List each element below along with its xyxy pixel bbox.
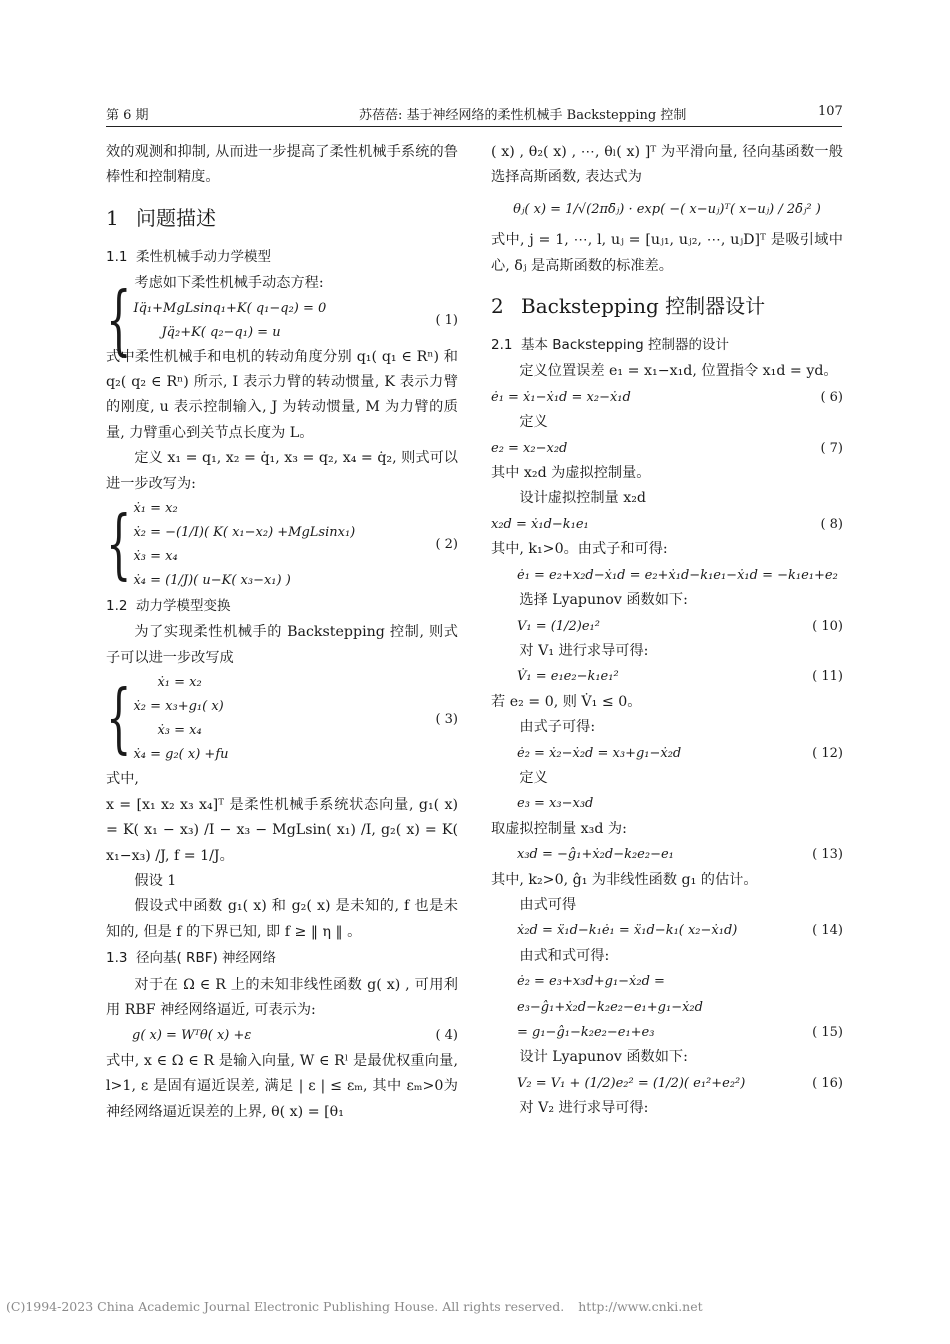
equation-number: ( 6) [820,389,843,405]
paragraph: 其中 x₂d 为虚拟控制量。 [491,465,651,482]
section-1-heading [106,203,458,233]
paragraph: 式中, j = 1, ⋯, l, uⱼ = [uⱼ₁, uⱼ₂, ⋯, uⱼD]ᵀ 是吸引域中心, δ̄ⱼ 是高斯函数的标准差。 [491,232,843,274]
equation-line: Iq̈₁+MgLsinq₁+K( q₁−q₂) = 0 [133,300,327,316]
paragraph: ( x) , θ₂( x) , ⋯, θₗ( x) ]ᵀ 为平滑向量, 径向基函数一般选择高斯函数, 表达式为 [491,144,843,186]
equation-8 [491,512,843,537]
header-issue: 第 6 期 [106,108,149,123]
paragraph: x = [x₁ x₂ x₃ x₄]ᵀ 是柔性机械手系统状态向量, g₁( x) = K( x₁ − x₃) /I − x₃ − MgLsin( x₁) /I, g₂( x) = K( x₁−x₃) /J, f = 1/J。 [106,796,458,864]
equation-line: ẋ₂ = x₃+g₁( x) [133,699,224,715]
paragraph: 定义 [519,769,548,786]
equation-16 [491,1071,843,1096]
equation-7 [491,436,843,461]
equation-number: ( 1) [435,312,458,328]
equation-line: Jq̈₂+K( q₂−q₁) = u [161,324,281,340]
section-1-number: 1 [106,205,119,230]
equation-line: ẋ₁ = x₂ [157,675,202,691]
equation-body: e₂ = x₂−x₂d [491,440,568,456]
equation-3: { ẋ₁ = x₂ ẋ₂ = x₃+g₁( x) ẋ₃ = x₄ ẋ₄ = g₂( x) +fu ( 3) [106,671,458,767]
paragraph: 式中, x ∈ Ω ∈ R 是输入向量, W ∈ Rˡ 是最优权重向量, l>1, ε 是固有逼近误差, 满足 | ε | ≤ εₘ, 其中 εₘ>0为神经网络逼近误差的上界, θ( x) = [θ₁ [106,1052,458,1120]
paragraph: 其中, k₂>0, ĝ₁ 为非线性函数 g₁ 的估计。 [491,871,758,888]
equation-14 [491,918,843,943]
paragraph: 设计虚拟控制量 x₂d [519,490,646,507]
section-1-title: 问题描述 [136,205,216,230]
equation-body: x₃d = −ĝ₁+ẋ₂d−k₂e₂−e₁ [517,847,674,863]
paragraph: 为了实现柔性机械手的 Backstepping 控制, 则式子可以进一步改写成 [106,624,458,666]
equation-body: ė₁ = ẋ₁−ẋ₁d = x₂−ẋ₁d [491,389,631,405]
equation-body: ẋ₂d = ẍ₁d−k₁ė₁ = ẍ₁d−k₁( x₂−ẋ₁d) [517,923,738,939]
assumption-title: 假设 1 [134,872,177,889]
subsection-1-2-heading [106,594,458,619]
paragraph: 设计 Lyapunov 函数如下: [519,1049,688,1066]
equation-15 [491,969,843,1045]
equation-13 [491,842,843,867]
equation-number: ( 13) [812,847,843,863]
paragraph: 式中柔性机械手和电机的转动角度分别 q₁( q₁ ∈ Rⁿ) 和 q₂( q₂ ∈ Rⁿ) 所示, I 表示力臂的转动惯量, K 表示力臂的刚度, u 表示控制输入, J 为转动惯量, M 为力臂的质量, 力臂重心到关节点长度为 L。 [106,348,458,441]
equation-number: ( 15) [812,1025,843,1040]
equation-11 [491,664,843,689]
equation-body: V̇₁ = e₁e₂−k₁e₁² [517,669,619,685]
paragraph: 对 V₁ 进行求导可得: [519,642,649,659]
equation-body: x₂d = ẋ₁d−k₁e₁ [491,516,589,532]
equation-body: ė₁ = e₂+x₂d−ẋ₁d = e₂+ẋ₁d−k₁e₁−ẋ₁d = −k₁e₁+e₂ [517,567,838,583]
subsection-number: 1.3 [106,950,128,967]
equation-line: ẋ₄ = (1/J)( u−K( x₃−x₁) ) [133,573,291,589]
equation-body: g( x) = Wᵀθ( x) +ε [132,1028,252,1044]
paragraph: 其中, k₁>0。由式子和可得: [491,541,668,558]
equation-line: ẋ₃ = x₄ [157,723,202,739]
subsection-number: 1.2 [106,598,128,615]
equation-number: ( 2) [435,537,458,553]
copyright-text: (C)1994-2023 China Academic Journal Electronic Publishing House. All rights reserved. [6,1299,565,1314]
equation-5 [491,191,843,228]
subsection-title: 柔性机械手动力学模型 [136,248,271,265]
section-2-heading [491,291,843,321]
paragraph: 取虚拟控制量 x₃d 为: [491,820,627,837]
equation-number: ( 16) [812,1075,843,1091]
paragraph: 对 V₂ 进行求导可得: [519,1100,649,1117]
header-rule [106,126,842,127]
header-page-number: 107 [818,104,843,119]
equation-number: ( 11) [812,669,843,685]
paragraph: 定义 [519,414,548,431]
subsection-title: 径向基( RBF) 神经网络 [136,950,277,967]
left-column [106,140,458,1125]
paragraph: 由式可得 [519,896,577,913]
paragraph: 定义 x₁ = q₁, x₂ = q̇₁, x₃ = q₂, x₄ = q̇₂, 则式可以进一步改写为: [106,450,458,492]
section-2-title: Backstepping 控制器设计 [521,294,766,319]
paragraph: 式中, [106,771,139,788]
equation-number: ( 8) [820,516,843,532]
paragraph: 假设式中函数 g₁( x) 和 g₂( x) 是未知的, f 也是未知的, 但是 f 的下界已知, 即 f ≥ ‖ η ‖ 。 [106,898,458,940]
equation-line: = g₁−ĝ₁−k₂e₂−e₁+e₃ [517,1025,655,1040]
equation-body: V₁ = (1/2)e₁² [517,618,600,634]
paragraph: 对于在 Ω ∈ R 上的未知非线性函数 g( x) , 可用利用 RBF 神经网络逼近, 可表示为: [106,976,458,1018]
equation-number: ( 7) [820,440,843,456]
equation-body: V₂ = V₁ + (1/2)e₂² = (1/2)( e₁²+e₂²) [517,1075,746,1091]
equation-number: ( 4) [435,1028,458,1044]
paragraph: 由式和式可得: [519,947,610,964]
subsection-title: 基本 Backstepping 控制器的设计 [521,337,730,354]
paragraph: 选择 Lyapunov 函数如下: [519,592,688,609]
equation-1: { Iq̈₁+MgLsinq₁+K( q₁−q₂) = 0 Jq̈₂+K( q₂−q₁) = u ( 1) [106,276,458,365]
header-title: 苏蓓蓓: 基于神经网络的柔性机械手 Backstepping 控制 [359,108,687,123]
equation-6 [491,385,843,410]
equation-line: ė₂ = e₃+x₃d+g₁−ẋ₂d = e₃−ĝ₁+ẋ₂d−k₂e₂−e₁+g₁−ẋ₂d [517,974,703,1015]
equation-number: ( 12) [812,745,843,761]
paragraph: 考虑如下柔性机械手动态方程: [134,275,324,292]
source-url[interactable]: http://www.cnki.net [578,1299,703,1314]
equation-body: e₃ = x₃−x₃d [517,796,594,812]
subsection-2-1-heading [491,333,843,358]
subsection-title: 动力学模型变换 [136,598,231,615]
equation-line: ẋ₁ = x₂ [133,501,178,517]
subsection-number: 2.1 [491,337,513,354]
equation-4 [106,1023,458,1048]
paragraph: 若 e₂ = 0, 则 V̇₁ ≤ 0。 [491,693,642,710]
equation-line: ẋ₃ = x₄ [133,549,178,565]
equation-number: ( 14) [812,923,843,939]
equation-2: { ẋ₁ = x₂ ẋ₂ = −(1/I)( K( x₁−x₂) +MgLsinx₁) ẋ₃ = x₄ ẋ₄ = (1/J)( u−K( x₃−x₁) ) ( 2) [106,497,458,593]
equation-9 [491,563,843,588]
equation-number: ( 10) [812,618,843,634]
subsection-1-1-heading [106,245,458,270]
equation-10 [491,614,843,639]
right-column [491,140,843,1122]
section-2-number: 2 [491,294,504,319]
footer-copyright-notice [6,1299,703,1314]
equation-line: ẋ₂ = −(1/I)( K( x₁−x₂) +MgLsinx₁) [133,525,356,541]
equation-body: θⱼ( x) = 1/√(2πδ̄ⱼ) · exp( −( x−uⱼ)ᵀ( x−uⱼ) / 2δ̄ⱼ² ) [513,201,821,217]
equation-12 [491,741,843,766]
paragraph: 定义位置误差 e₁ = x₁−x₁d, 位置指令 x₁d = yd。 [519,363,838,380]
equation-body: ė₂ = ẋ₂−ẋ₂d = x₃+g₁−ẋ₂d [517,745,682,761]
equation-line: ẋ₄ = g₂( x) +fu [133,747,229,763]
equation-number: ( 3) [435,711,458,727]
intro-paragraph: 效的观测和抑制, 从而进一步提高了柔性机械手系统的鲁棒性和控制精度。 [106,144,458,186]
equation-e3 [491,791,843,816]
paragraph: 由式子可得: [519,719,596,736]
subsection-number: 1.1 [106,248,128,265]
subsection-1-3-heading [106,946,458,971]
